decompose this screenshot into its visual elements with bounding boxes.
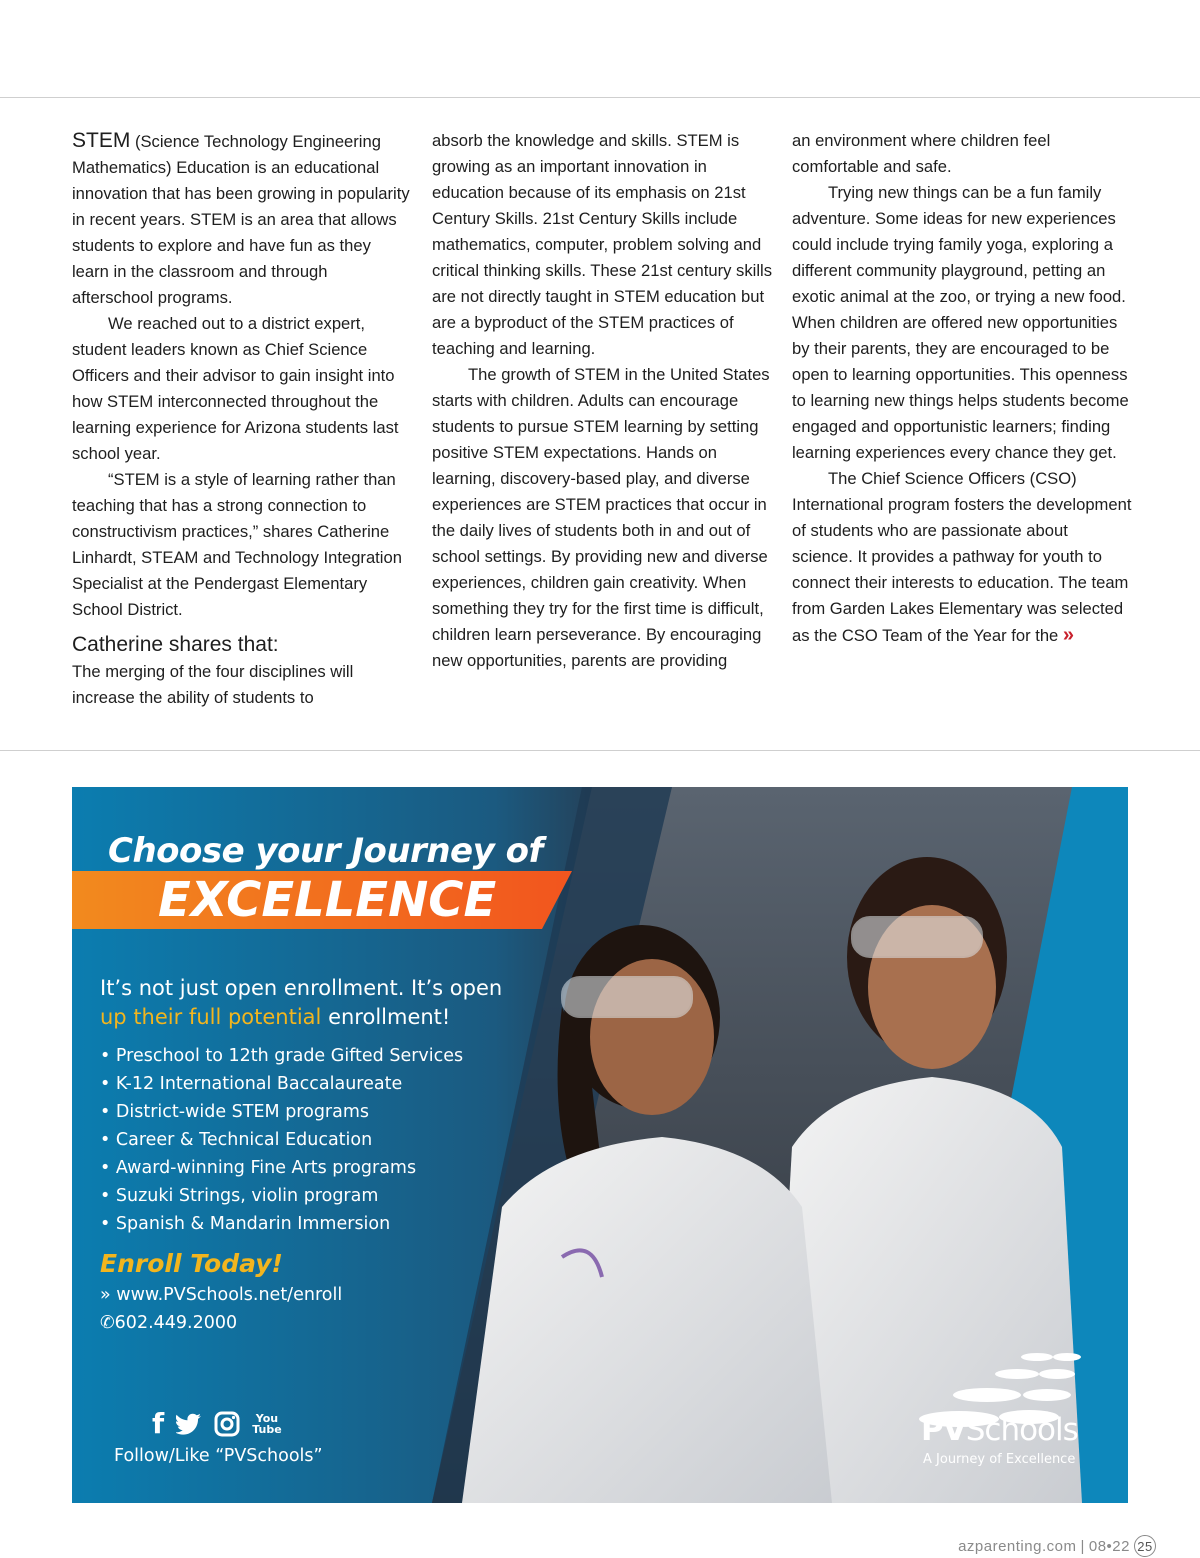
- continue-arrow-icon[interactable]: »: [1062, 624, 1075, 646]
- logo-schools: Schools: [965, 1412, 1078, 1448]
- youtube-icon[interactable]: [252, 1413, 281, 1435]
- article-column-2: [432, 128, 772, 674]
- phone-text: 602.449.2000: [114, 1313, 238, 1333]
- article-paragraph: “STEM is a style of learning rather than teaching that has a strong connection to constructivism practices,” shares Catherine Linhardt, STEAM and Technology Integration Specialist at the Pendergast Elementary School District.: [72, 470, 402, 619]
- footer-issue: 08•22: [1088, 1537, 1130, 1555]
- intro-text: It’s not just open enrollment. It’s open: [100, 976, 503, 1000]
- enroll-heading: Enroll Today!: [100, 1249, 283, 1278]
- article-paragraph: [72, 128, 412, 311]
- page-number: 25: [1134, 1535, 1156, 1557]
- ad-title-line1: Choose your Journey of: [108, 831, 543, 871]
- article-paragraph: [792, 466, 1132, 649]
- list-item: • Award-winning Fine Arts programs: [100, 1154, 463, 1182]
- page-footer: [958, 1535, 1156, 1557]
- section-divider: [0, 750, 1200, 751]
- youtube-tube-text: Tube: [252, 1422, 282, 1436]
- article-column-1: [72, 128, 412, 711]
- youtube-you-text: You: [255, 1411, 279, 1425]
- list-item: • K-12 International Baccalaureate: [100, 1070, 463, 1098]
- article-paragraph: Trying new things can be a fun family adventure. Some ideas for new experiences could include trying family yoga, exploring a different community playground, petting an exotic animal at the zoo, or trying a new food. When children are offered new opportunities by their parents, they are encouraged to be open to learning opportunities. This openness to learning new things helps students become engaged and opportunistic learners; finding learning experiences every chance they get.: [792, 183, 1129, 462]
- lead-word: STEM: [72, 129, 131, 152]
- top-divider: [0, 97, 1200, 98]
- list-item: • Spanish & Mandarin Immersion: [100, 1210, 463, 1238]
- article-column-3: [792, 128, 1132, 649]
- article-paragraph: absorb the knowledge and skills. STEM is growing as an important innovation in education because of its emphasis on 21st Century Skills. 21st Century Skills include mathematics, computer, problem solving and critical thinking skills. These 21st century skills are not directly taught in STEM education but are a byproduct of the STEM practices of teaching and learning.: [432, 131, 772, 358]
- footer-site[interactable]: azparenting.com: [958, 1537, 1077, 1555]
- facebook-icon[interactable]: f: [152, 1407, 165, 1440]
- intro-text-end: enrollment!: [321, 1005, 451, 1029]
- list-item: • Career & Technical Education: [100, 1126, 463, 1154]
- social-icons: [152, 1407, 282, 1440]
- ad-intro: [100, 974, 520, 1032]
- list-item: • Preschool to 12th grade Gifted Services: [100, 1042, 463, 1070]
- enroll-link[interactable]: » www.PVSchools.net/enroll: [100, 1285, 343, 1305]
- list-item: • Suzuki Strings, violin program: [100, 1182, 463, 1210]
- paragraph-text: (Science Technology Engineering Mathematics) Education is an educational innovation that has been growing in popularity in recent years. STEM is an area that allows students to explore and have fun as they learn in the classroom and through afterschool programs.: [72, 132, 410, 307]
- subheading: Catherine shares that:: [72, 633, 279, 656]
- program-list: [100, 1042, 463, 1238]
- logo-wordmark: [921, 1412, 1078, 1448]
- article-paragraph: The merging of the four disciplines will increase the ability of students to: [72, 662, 354, 707]
- intro-highlight: up their full potential: [100, 1005, 322, 1029]
- article-paragraph: The growth of STEM in the United States starts with children. Adults can encourage students to pursue STEM learning by setting positive STEM expectations. Hands on learning, discovery-based play, and diverse experiences are STEM practices that occur in the daily lives of students both in and out of school settings. By providing new and diverse experiences, children gain creativity. When something they try for the first time is difficult, children learn perseverance. By encouraging new opportunities, parents are providing: [432, 365, 770, 670]
- list-item: • District-wide STEM programs: [100, 1098, 463, 1126]
- logo-tagline: A Journey of Excellence: [923, 1452, 1076, 1467]
- footer-separator: |: [1080, 1537, 1085, 1555]
- phone-number[interactable]: [100, 1313, 237, 1333]
- follow-text: Follow/Like “PVSchools”: [114, 1446, 323, 1466]
- twitter-icon[interactable]: [176, 1411, 202, 1437]
- instagram-icon[interactable]: [214, 1411, 240, 1437]
- article-paragraph: We reached out to a district expert, student leaders known as Chief Science Officers and their advisor to gain insight into how STEM interconnected throughout the learning experience for Arizona students last school year.: [72, 314, 399, 463]
- pvschools-advertisement[interactable]: [72, 787, 1128, 1503]
- phone-icon: ✆: [100, 1313, 115, 1333]
- ad-title-line2: EXCELLENCE: [158, 872, 497, 928]
- paragraph-text: The Chief Science Officers (CSO) International program fosters the development of students who are passionate about science. It provides a pathway for youth to connect their interests to education. The team from Garden Lakes Elementary was selected as the CSO Team of the Year for the: [792, 469, 1132, 645]
- article-paragraph: an environment where children feel comfortable and safe.: [792, 131, 1051, 176]
- logo-pv: PV: [921, 1412, 966, 1448]
